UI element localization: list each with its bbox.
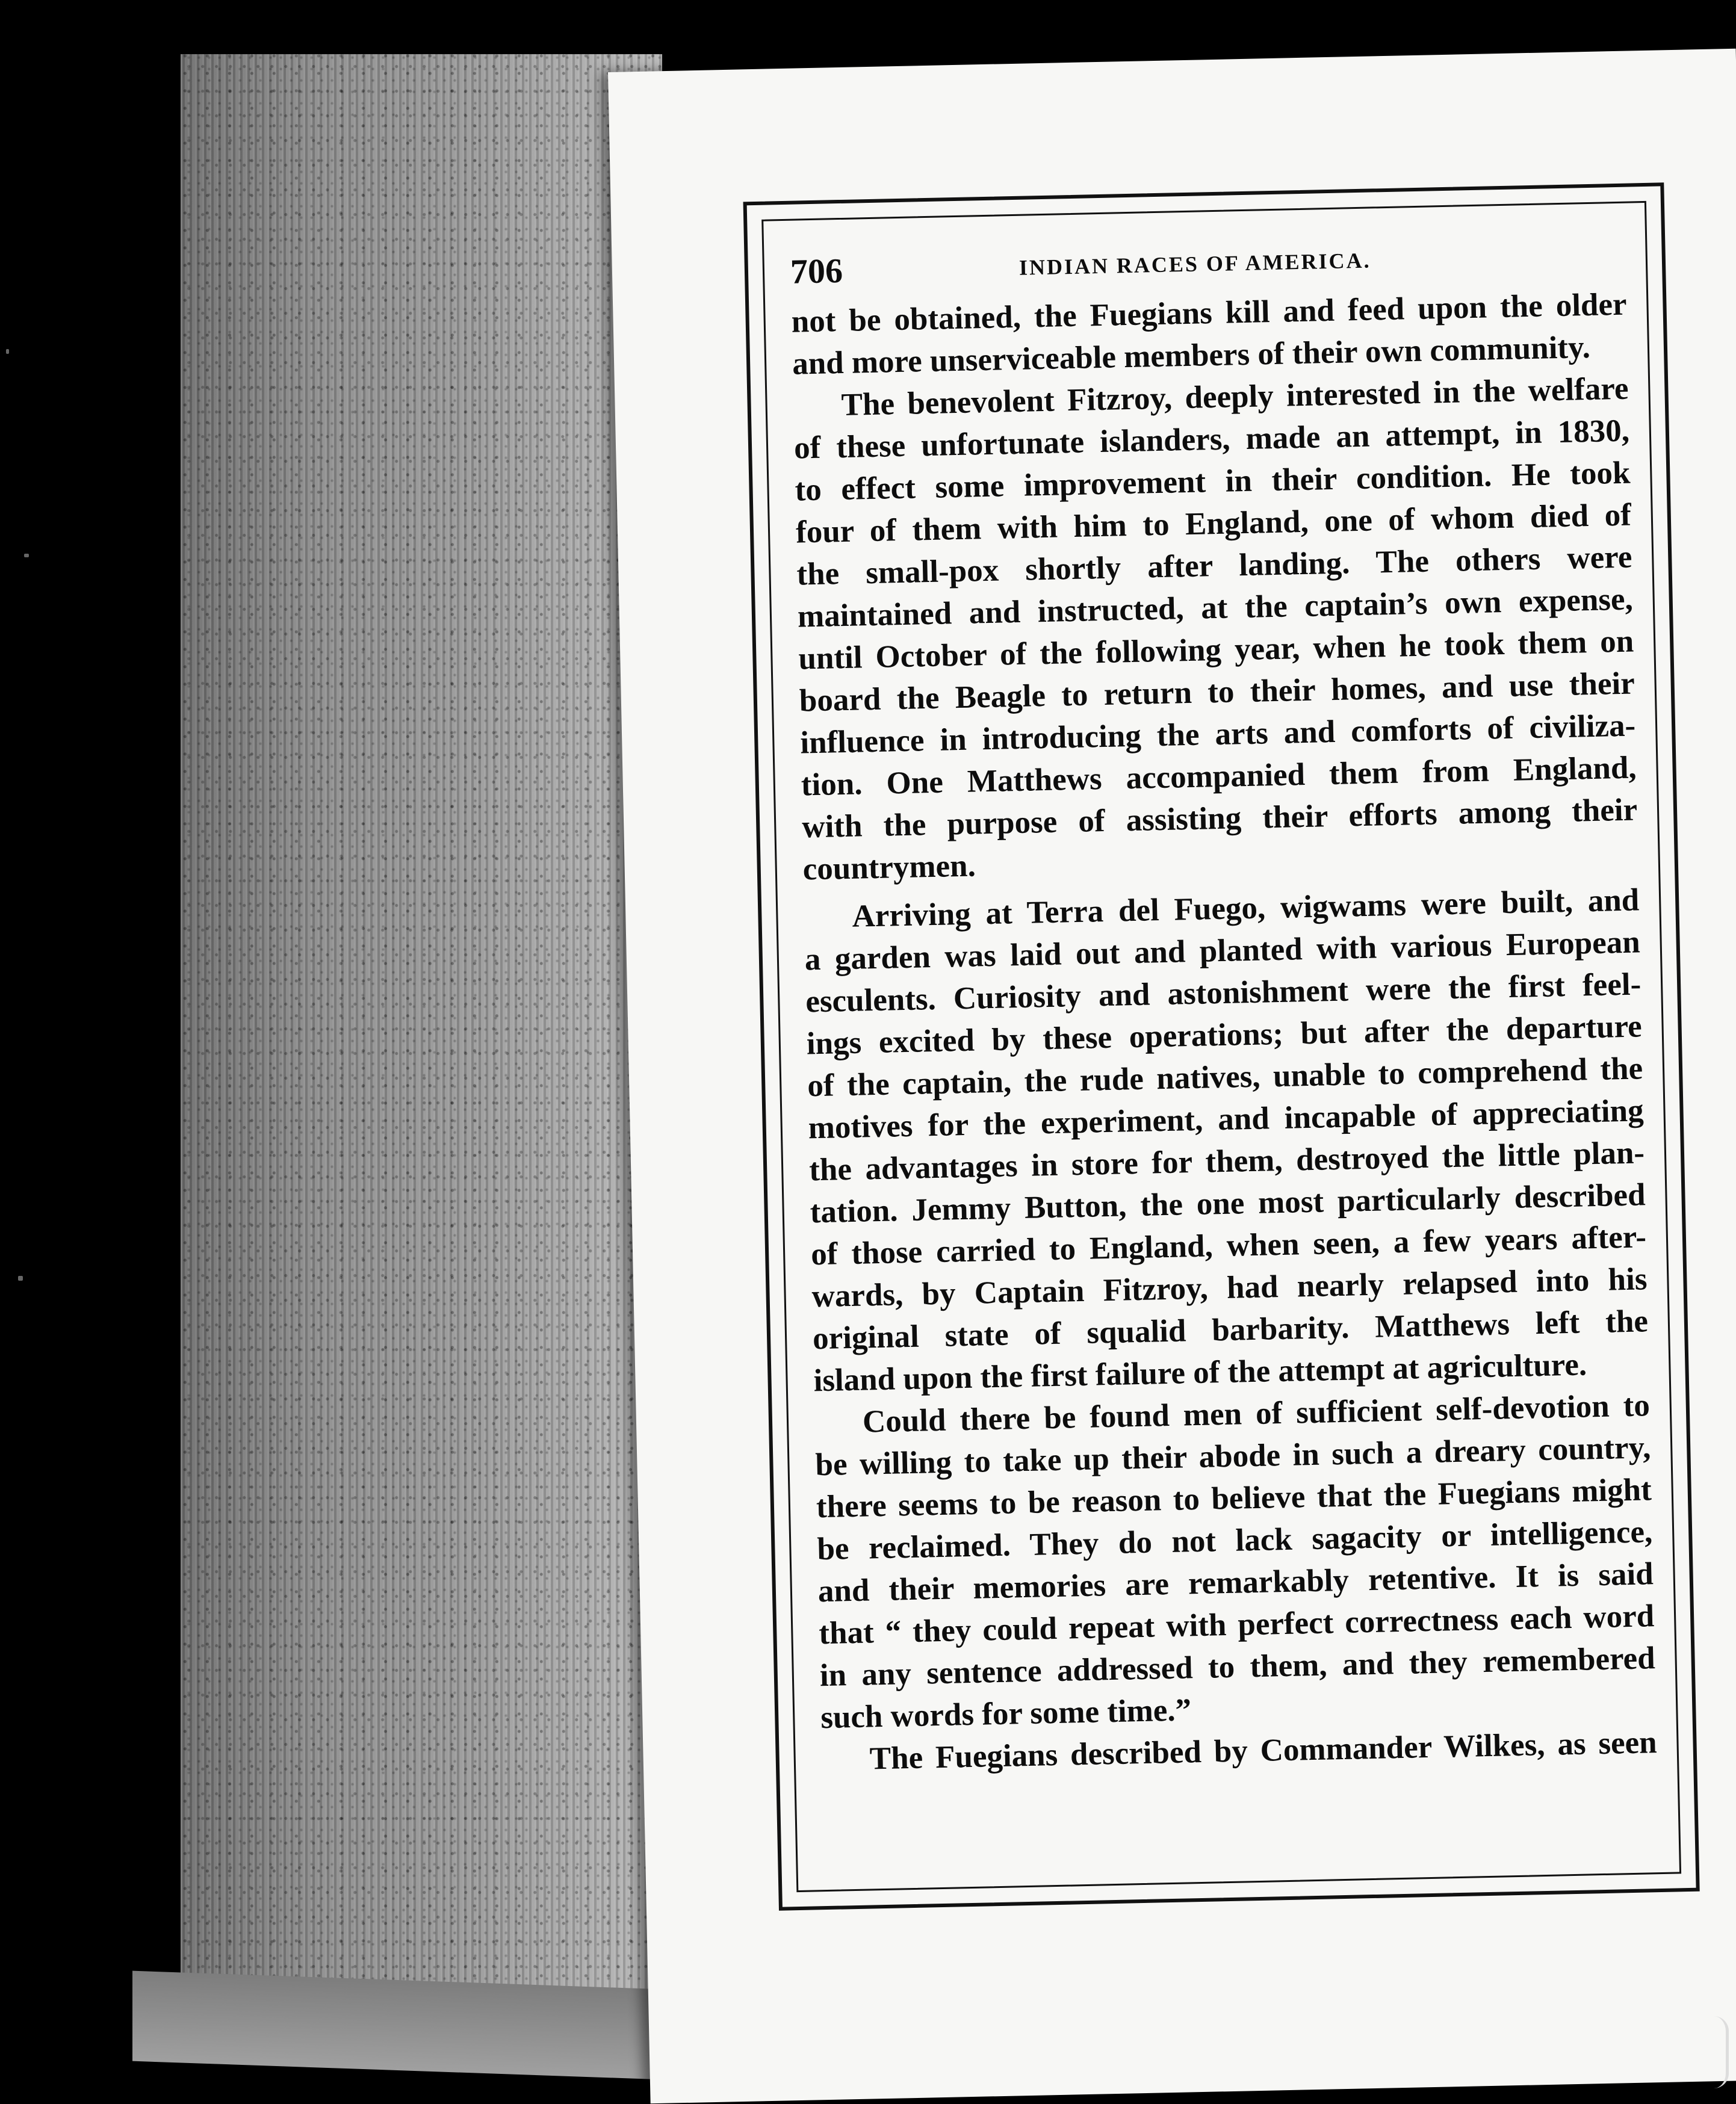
- text-line: tation. Jemmy Button, the one most particularly described: [810, 1177, 1646, 1230]
- page-border-outer: [743, 182, 1700, 1910]
- text-line: ings excited by these operations; but after the departure: [806, 1009, 1643, 1062]
- paragraph: [793, 368, 1638, 891]
- text-line: Could there be found men of sufficient self-devotion to: [862, 1388, 1651, 1440]
- text-line: esculents. Curiosity and astonishment were the first feel-: [805, 967, 1641, 1020]
- text-line: and more unserviceable members of their own community.: [792, 329, 1591, 382]
- text-line: countrymen.: [802, 848, 976, 887]
- page-number: 706: [790, 250, 843, 291]
- book-page-edges-bottom: [132, 1971, 662, 2080]
- text-line: of the captain, the rude natives, unable to comprehend the: [807, 1051, 1643, 1104]
- text-line: The Fuegians described by Commander Wilkes, as seen: [869, 1725, 1658, 1777]
- scan-speck: [6, 349, 9, 354]
- running-title: INDIAN RACES OF AMERICA.: [1018, 248, 1371, 280]
- text-line: tion. One Matthews accompanied them from England,: [801, 750, 1637, 803]
- text-line: the advantages in store for them, destroyed the little plan-: [808, 1135, 1645, 1188]
- text-line: and their memories are remarkably retentive. It is said: [817, 1556, 1654, 1609]
- text-line: motives for the experiment, and incapable of appreciating: [808, 1093, 1645, 1146]
- paragraph: [804, 879, 1649, 1402]
- book-page: [608, 49, 1736, 2104]
- text-line: be reclaimed. They do not lack sagacity or intelligence,: [816, 1514, 1653, 1567]
- book-page-edges: [181, 54, 662, 2058]
- text-line: the small-pox shortly after landing. The others were: [796, 539, 1632, 592]
- text-line: Arriving at Terra del Fuego, wigwams were built, and: [851, 882, 1640, 934]
- scan-speck: [18, 1276, 23, 1281]
- text-line: to effect some improvement in their condition. He took: [795, 455, 1631, 508]
- text-line: island upon the first failure of the attempt at agriculture.: [813, 1347, 1587, 1399]
- text-line: there seems to be reason to believe that the Fuegians might: [816, 1472, 1652, 1525]
- text-line: be willing to take up their abode in such a dreary country,: [814, 1430, 1651, 1483]
- text-line: of these unfortunate islanders, made an attempt, in 1830,: [793, 413, 1630, 466]
- text-line: The benevolent Fitzroy, deeply interested in the welfare: [841, 371, 1629, 422]
- text-line: until October of the following year, when he took them on: [798, 623, 1634, 676]
- text-line: of those carried to England, when seen, a few years after-: [810, 1219, 1647, 1272]
- scan-edge-bracket: [1714, 2016, 1729, 2088]
- text-line: four of them with him to England, one of whom died of: [795, 497, 1632, 550]
- text-line: board the Beagle to return to their homes, and use their: [799, 666, 1635, 719]
- scan-speck: [24, 554, 29, 557]
- text-line: maintained and instructed, at the captain’s own expense,: [797, 581, 1634, 634]
- text-line: a garden was laid out and planted with various European: [804, 924, 1641, 977]
- paragraph: [814, 1384, 1656, 1739]
- text-line: such words for some time.”: [820, 1692, 1192, 1736]
- text-line: with the purpose of assisting their efforts among their: [801, 792, 1638, 845]
- text-line: that “ they could repeat with perfect correctness each word: [818, 1598, 1655, 1651]
- text-line: influence in introducing the arts and comforts of civiliza-: [799, 708, 1636, 761]
- page-text-block: [790, 229, 1659, 1858]
- text-line: in any sentence addressed to them, and they remembered: [819, 1641, 1656, 1694]
- text-line: original state of squalid barbarity. Matthews left the: [812, 1304, 1649, 1357]
- text-line: not be obtained, the Fuegians kill and feed upon the older: [791, 286, 1628, 339]
- text-line: wards, by Captain Fitzroy, had nearly relapsed into his: [811, 1261, 1648, 1314]
